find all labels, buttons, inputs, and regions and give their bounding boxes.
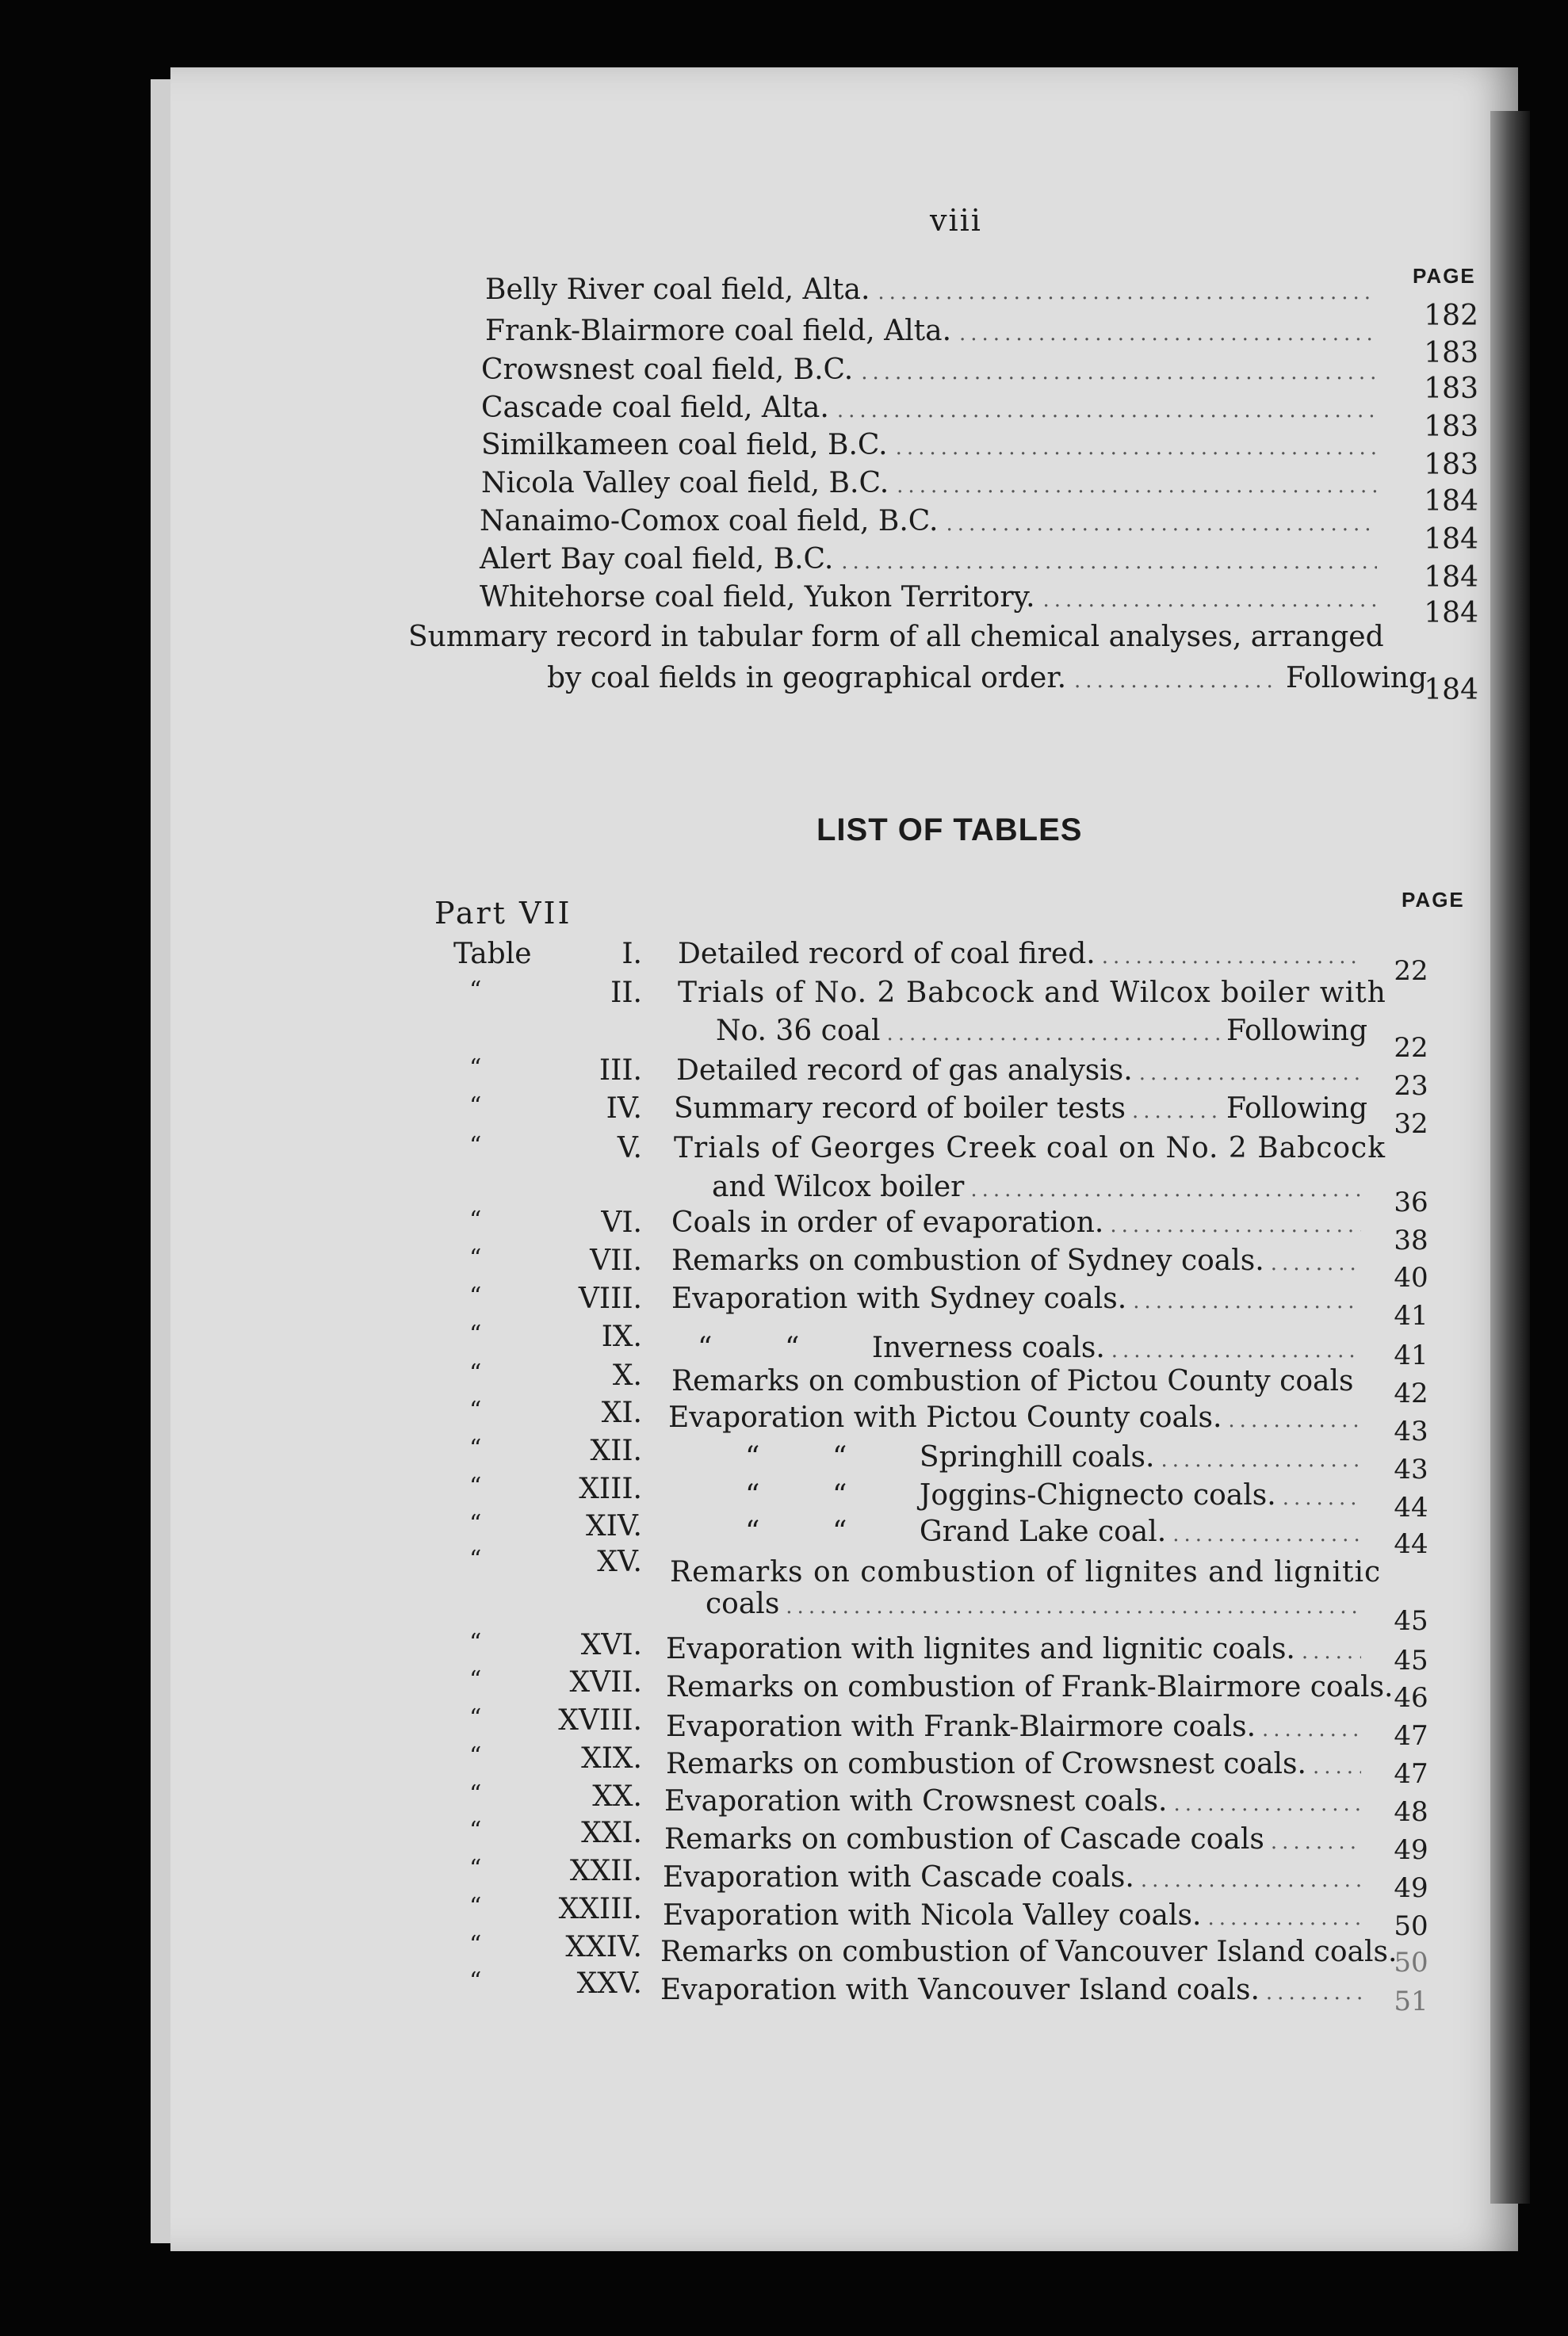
part-heading: Part VII	[434, 896, 572, 931]
table-number: XXII.	[569, 1855, 642, 1887]
leader-dots	[1141, 1868, 1361, 1892]
contents-row	[480, 581, 1385, 614]
leader-dots	[970, 1178, 1361, 1202]
contents-row	[485, 315, 1385, 347]
contents-page: 184	[1424, 523, 1478, 556]
table-number: II.	[610, 977, 642, 1009]
table-entry	[706, 1588, 1367, 1620]
table-number: XX.	[592, 1780, 642, 1813]
table-number: VI.	[601, 1206, 642, 1239]
table-entry	[745, 1441, 1367, 1474]
ditto-mark: “	[469, 1817, 482, 1845]
table-page: 45	[1394, 1645, 1428, 1676]
ditto-mark: “	[469, 1967, 482, 1995]
summary-line-1: Summary record in tabular form of all chemical analyses, arranged	[408, 621, 1384, 653]
leader-dots	[1132, 1099, 1220, 1123]
contents-label: Alert Bay coal field, B.C.	[480, 543, 834, 575]
table-desc: Remarks on combustion of Vancouver Island coals.	[660, 1936, 1398, 1968]
leader-dots	[1302, 1640, 1361, 1664]
table-desc: Remarks on combustion of Cascade coals	[664, 1823, 1264, 1856]
table-number: V.	[617, 1132, 642, 1164]
leader-dots	[947, 512, 1378, 536]
contents-page: 184	[1424, 597, 1478, 629]
contents-page: 183	[1424, 337, 1478, 369]
table-page: 49	[1394, 1872, 1428, 1904]
table-number: XVII.	[569, 1666, 642, 1699]
table-entry	[666, 1633, 1367, 1665]
table-desc: Evaporation with lignites and lignitic coals.	[666, 1633, 1295, 1665]
leader-dots	[1133, 1290, 1361, 1313]
table-entry	[671, 1206, 1367, 1239]
table-word: Table	[453, 938, 532, 970]
table-desc: “ “ Grand Lake coal.	[745, 1516, 1167, 1548]
table-entry	[676, 1054, 1367, 1087]
contents-row	[481, 354, 1385, 386]
leader-dots	[1283, 1486, 1361, 1510]
contents-row	[481, 467, 1385, 499]
ditto-mark: “	[469, 1931, 482, 1959]
leader-dots	[1139, 1061, 1361, 1085]
table-desc: Evaporation with Crowsnest coals.	[664, 1785, 1168, 1818]
leader-dots	[1161, 1448, 1361, 1472]
leader-dots	[1174, 1792, 1362, 1816]
table-desc-cont: and Wilcox boiler	[712, 1171, 965, 1203]
table-number: XII.	[590, 1435, 642, 1467]
contents-label: Belly River coal field, Alta.	[485, 273, 870, 306]
leader-dots	[786, 1595, 1361, 1619]
following-label: Following	[1226, 1092, 1367, 1125]
following-label: Following	[1226, 1015, 1367, 1047]
leader-dots	[861, 361, 1377, 384]
tables-page-label: PAGE	[1402, 888, 1465, 912]
leader-dots	[1207, 1906, 1361, 1930]
leader-dots	[1102, 945, 1361, 969]
table-desc: Remarks on combustion of Crowsnest coals.	[666, 1748, 1306, 1780]
ditto-mark: “	[469, 1893, 482, 1921]
ditto-mark: “	[469, 977, 482, 1004]
table-page: 48	[1394, 1796, 1428, 1828]
contents-page: 183	[1424, 373, 1478, 405]
table-desc: Evaporation with Nicola Valley coals.	[663, 1899, 1202, 1932]
table-desc: Evaporation with Frank-Blairmore coals.	[666, 1711, 1256, 1743]
table-entry	[712, 1171, 1367, 1203]
table-desc: Remarks on combustion of Sydney coals.	[671, 1244, 1264, 1277]
table-page: 41	[1394, 1340, 1428, 1371]
following-label: Following	[1286, 662, 1427, 694]
table-desc: Trials of No. 2 Babcock and Wilcox boiler with	[678, 977, 1386, 1009]
book-spine	[1490, 111, 1530, 2204]
table-page: 43	[1394, 1454, 1428, 1485]
ditto-mark: “	[469, 1473, 482, 1501]
ditto-mark: “	[469, 1321, 482, 1348]
page-number: viii	[930, 203, 982, 238]
table-number: XXV.	[576, 1967, 642, 2000]
table-number: XIII.	[579, 1473, 642, 1505]
table-number: III.	[599, 1054, 642, 1087]
table-page: 51	[1394, 1986, 1428, 2017]
leader-dots	[1228, 1409, 1361, 1432]
table-entry	[666, 1671, 1394, 1703]
table-desc: Summary record of boiler tests	[674, 1092, 1126, 1125]
table-desc-cont: coals	[706, 1588, 780, 1620]
summary-line-2	[547, 662, 1427, 694]
ditto-mark: “	[469, 1206, 482, 1234]
table-desc: Detailed record of coal fired.	[678, 938, 1096, 970]
table-desc-cont: No. 36 coal	[716, 1015, 881, 1047]
ditto-mark: “	[469, 1742, 482, 1770]
table-desc: Trials of Georges Creek coal on No. 2 Babcock	[674, 1132, 1386, 1164]
contents-label: Nanaimo-Comox coal field, B.C.	[480, 505, 939, 537]
leader-dots	[1271, 1252, 1361, 1275]
contents-label: Frank-Blairmore coal field, Alta.	[485, 315, 952, 347]
table-entry	[666, 1748, 1367, 1780]
table-page: 49	[1394, 1834, 1428, 1866]
table-entry	[660, 1974, 1367, 2006]
table-number: XXIV.	[565, 1931, 642, 1963]
table-entry	[664, 1823, 1367, 1856]
table-number: IV.	[606, 1092, 642, 1125]
table-number: XIV.	[586, 1510, 642, 1543]
table-number: XI.	[601, 1397, 642, 1429]
ditto-mark: “	[469, 1666, 482, 1694]
leader-dots	[959, 322, 1377, 346]
table-page: 22	[1394, 1032, 1428, 1064]
contents-page: 183	[1424, 449, 1478, 481]
ditto-mark: “	[469, 1092, 482, 1120]
ditto-mark: “	[469, 1780, 482, 1808]
leader-dots	[841, 550, 1377, 574]
table-entry	[745, 1479, 1367, 1512]
table-desc: Remarks on combustion of lignites and lignitic	[670, 1556, 1382, 1589]
table-page: 50	[1394, 1947, 1428, 1979]
leader-dots	[896, 436, 1377, 460]
table-page: 43	[1394, 1416, 1428, 1447]
table-desc: Remarks on combustion of Pictou County coals	[671, 1365, 1354, 1397]
table-page: 42	[1394, 1378, 1428, 1409]
leader-dots	[837, 399, 1377, 422]
table-number: VII.	[590, 1244, 642, 1277]
ditto-mark: “	[469, 1510, 482, 1538]
table-page: 44	[1394, 1492, 1428, 1524]
table-number: XXI.	[581, 1817, 642, 1849]
summary-page: 184	[1424, 674, 1478, 706]
table-number: XVI.	[580, 1629, 642, 1661]
contents-row	[481, 429, 1385, 461]
leader-dots	[1074, 669, 1278, 693]
leader-dots	[1262, 1718, 1361, 1741]
table-page: 44	[1394, 1528, 1428, 1560]
list-of-tables-title: LIST OF TABLES	[817, 812, 1083, 847]
table-page: 45	[1394, 1605, 1428, 1637]
table-desc: Remarks on combustion of Frank-Blairmore coals.	[666, 1671, 1394, 1703]
leader-dots	[1313, 1755, 1361, 1779]
contents-row	[480, 505, 1385, 537]
leader-dots	[887, 1022, 1221, 1046]
contents-label: Crowsnest coal field, B.C.	[481, 354, 854, 386]
table-number: X.	[612, 1359, 642, 1392]
table-page: 50	[1394, 1910, 1428, 1942]
table-entry	[663, 1899, 1367, 1932]
leader-dots	[1043, 588, 1377, 612]
table-number: IX.	[601, 1321, 642, 1353]
table-desc: “ “ Inverness coals.	[698, 1332, 1105, 1364]
table-number: VIII.	[578, 1283, 642, 1315]
ditto-mark: “	[469, 1704, 482, 1732]
contents-label: Similkameen coal field, B.C.	[481, 429, 888, 461]
table-page: 36	[1394, 1187, 1428, 1218]
table-page: 47	[1394, 1720, 1428, 1752]
contents-row	[481, 392, 1385, 424]
table-entry	[671, 1283, 1367, 1315]
table-page: 46	[1394, 1682, 1428, 1714]
table-page: 32	[1394, 1108, 1428, 1140]
table-page: 23	[1394, 1070, 1428, 1102]
table-number: XV.	[597, 1546, 642, 1578]
contents-row	[480, 543, 1385, 575]
contents-page: 183	[1424, 411, 1478, 443]
table-entry	[678, 938, 1367, 970]
table-entry	[660, 1936, 1398, 1968]
leader-dots	[1111, 1339, 1361, 1363]
table-entry	[698, 1332, 1367, 1364]
table-desc: Evaporation with Vancouver Island coals.	[660, 1974, 1260, 2006]
contents-page: 184	[1424, 561, 1478, 594]
table-entry	[671, 1365, 1367, 1397]
contents-page: 184	[1424, 485, 1478, 518]
table-entry	[674, 1092, 1367, 1125]
contents-label: Whitehorse coal field, Yukon Territory.	[480, 581, 1035, 614]
leader-dots	[1360, 1372, 1361, 1396]
contents-page: 182	[1424, 300, 1478, 332]
table-desc: Evaporation with Sydney coals.	[671, 1283, 1127, 1315]
table-desc: Detailed record of gas analysis.	[676, 1054, 1133, 1087]
table-page: 47	[1394, 1758, 1428, 1790]
ditto-mark: “	[469, 1397, 482, 1424]
leader-dots	[897, 474, 1377, 498]
summary-text: by coal fields in geographical order.	[547, 662, 1067, 694]
table-number: I.	[621, 938, 642, 970]
leader-dots	[878, 281, 1377, 304]
table-page: 40	[1394, 1262, 1428, 1294]
leader-dots	[1266, 1981, 1361, 2005]
leader-dots	[1110, 1214, 1361, 1237]
ditto-mark: “	[469, 1435, 482, 1462]
ditto-mark: “	[469, 1359, 482, 1387]
leader-dots	[1172, 1523, 1361, 1547]
table-entry	[671, 1244, 1367, 1277]
table-page: 38	[1394, 1225, 1428, 1256]
ditto-mark: “	[469, 1855, 482, 1883]
table-entry	[666, 1711, 1367, 1743]
table-number: XXIII.	[558, 1893, 642, 1925]
table-page: 41	[1394, 1300, 1428, 1332]
table-entry	[664, 1785, 1367, 1818]
leader-dots	[1271, 1830, 1361, 1854]
table-entry	[663, 1861, 1367, 1894]
ditto-mark: “	[469, 1283, 482, 1310]
page-column-label: PAGE	[1413, 264, 1476, 288]
ditto-mark: “	[469, 1629, 482, 1657]
table-number: XIX.	[581, 1742, 642, 1775]
contents-label: Nicola Valley coal field, B.C.	[481, 467, 889, 499]
table-desc: “ “ Joggins-Chignecto coals.	[745, 1479, 1276, 1512]
contents-row	[485, 273, 1385, 306]
table-desc: Coals in order of evaporation.	[671, 1206, 1104, 1239]
table-page: 22	[1394, 955, 1428, 987]
table-desc: “ “ Springhill coals.	[745, 1441, 1155, 1474]
ditto-mark: “	[469, 1132, 482, 1160]
table-entry	[745, 1516, 1367, 1548]
table-entry	[716, 1015, 1367, 1047]
table-number: XVIII.	[558, 1704, 642, 1737]
table-entry	[668, 1401, 1367, 1434]
contents-label: Cascade coal field, Alta.	[481, 392, 829, 424]
ditto-mark: “	[469, 1546, 482, 1573]
ditto-mark: “	[469, 1054, 482, 1082]
ditto-mark: “	[469, 1244, 482, 1272]
table-desc: Evaporation with Cascade coals.	[663, 1861, 1134, 1894]
table-desc: Evaporation with Pictou County coals.	[668, 1401, 1222, 1434]
